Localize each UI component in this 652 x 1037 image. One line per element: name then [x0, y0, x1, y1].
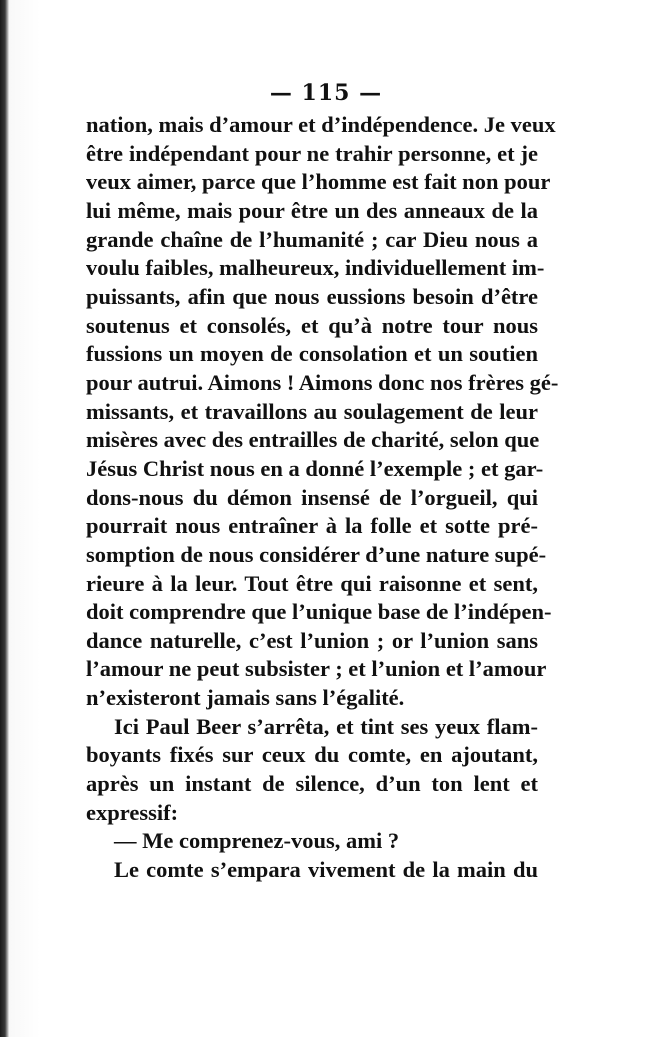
text-line: doit comprendre que l’unique base de l’indépen-	[86, 599, 552, 625]
text-line: misères avec des entrailles de charité, selon que	[86, 427, 540, 453]
text-line: missants, et travaillons au soulagement de leur	[86, 398, 538, 424]
text-line: boyants fixés sur ceux du comte, en ajoutant,	[86, 742, 538, 768]
text-line: Ici Paul Beer s’arrêta, et tint ses yeux flam-	[114, 713, 538, 739]
text-line: dance naturelle, c’est l’union ; or l’union sans	[86, 627, 538, 653]
text-line: puissants, afin que nous eussions besoin d’être	[86, 283, 538, 309]
text-line: soutenus et consolés, et qu’à notre tour nous	[86, 312, 538, 338]
text-line: Jésus Christ nous en a donné l’exemple ; et gar-	[86, 455, 544, 481]
text-line: nation, mais d’amour et d’indépendence. Je veux	[86, 112, 556, 137]
text-line: dons-nous du démon insensé de l’orgueil, qui	[86, 484, 538, 510]
text-line: après un instant de silence, d’un ton lent et	[86, 771, 538, 797]
text-line: veux aimer, parce que l’homme est fait non pour	[86, 169, 551, 195]
text-line: expressif:	[86, 799, 179, 825]
text-line: fussions un moyen de consolation et un soutien	[86, 341, 538, 367]
page-binding-edge	[0, 0, 9, 1037]
text-line: pour autrui. Aimons ! Aimons donc nos frères gé-	[86, 369, 559, 395]
text-line: rieure à la leur. Tout être qui raisonne et sent,	[86, 570, 538, 596]
text-line: l’amour ne peut subsister ; et l’union et l’amour	[86, 656, 547, 682]
text-line: Le comte s’empara vivement de la main du	[114, 857, 538, 883]
body-text	[86, 111, 559, 885]
text-line: n’existeront jamais sans l’égalité.	[86, 685, 405, 711]
text-line: voulu faibles, malheureux, individuellement im-	[86, 255, 545, 281]
text-line: somption de nous considérer d’une nature supé-	[86, 541, 547, 567]
text-line: pourrait nous entraîner à la folle et sotte pré-	[86, 513, 538, 539]
text-line: grande chaîne de l’humanité ; car Dieu nous a	[86, 226, 538, 252]
page-number: — 115 —	[269, 80, 383, 106]
dialogue-line: — Me comprenez-vous, ami ?	[114, 828, 400, 854]
text-line: être indépendant pour ne trahir personne, et je	[86, 140, 538, 166]
text-line: lui même, mais pour être un des anneaux de la	[86, 197, 538, 223]
